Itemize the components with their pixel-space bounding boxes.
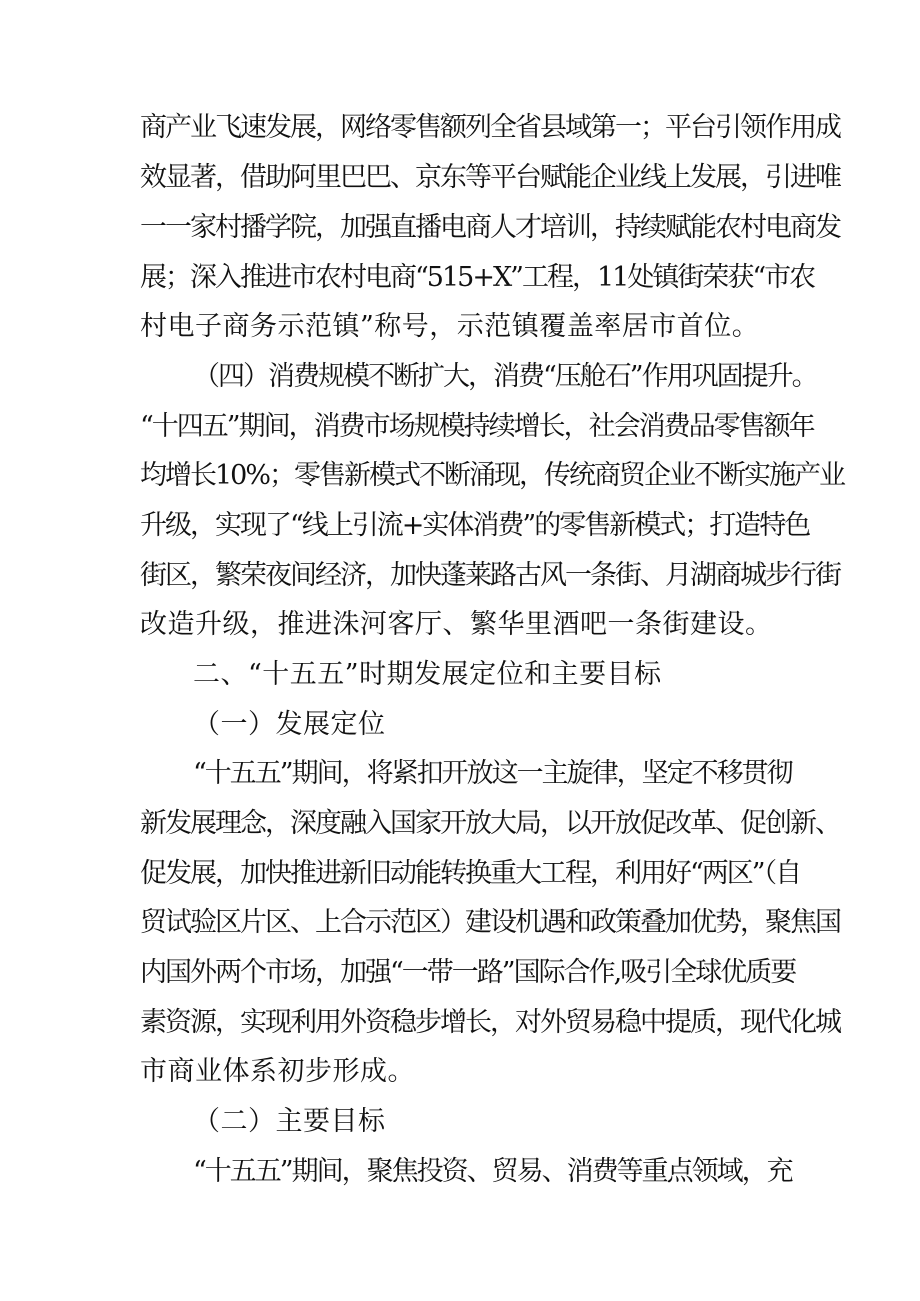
subheading-4: （四）消费规模不断扩大，消费“压舱石”作用巩固提升。 bbox=[193, 361, 817, 392]
subheading-1: （一）发展定位 bbox=[193, 709, 386, 740]
text-line: 内国外两个市场，加强“一带一路”国际合作,吸引全球优质要 bbox=[140, 957, 796, 988]
text-line: “十四五”期间，消费市场规模持续增长，社会消费品零售额年 bbox=[140, 411, 814, 442]
text-line: 一一家村播学院，加强直播电商人才培训，持续赋能农村电商发 bbox=[140, 212, 840, 243]
text-line: “十五五”期间，将紧扣开放这一主旋律，坚定不移贯彻 bbox=[193, 758, 792, 789]
text-line: 改造升级，推进洙河客厅、繁华里酒吧一条街建设。 bbox=[140, 609, 773, 640]
text-line: “十五五”期间，聚焦投资、贸易、消费等重点领域，充 bbox=[193, 1156, 792, 1187]
text-line: 均增长10%；零售新模式不断涌现，传统商贸企业不断实施产业 bbox=[140, 460, 845, 491]
text-line: 市商业体系初步形成。 bbox=[140, 1056, 415, 1087]
text-line: 展；深入推进市农村电商“515+X”工程，11处镇街荣获“市农 bbox=[140, 262, 815, 293]
text-line: 促发展，加快推进新旧动能转换重大工程，利用好“两区”（自 bbox=[140, 858, 801, 889]
text-line: 新发展理念，深度融入国家开放大局，以开放促改革、促创新、 bbox=[140, 808, 840, 839]
text-line: 商产业飞速发展，网络零售额列全省县域第一；平台引领作用成 bbox=[140, 112, 840, 143]
text-line: 贸试验区片区、上合示范区）建设机遇和政策叠加优势，聚焦国 bbox=[140, 907, 840, 938]
section-heading-2: 二、“十五五”时期发展定位和主要目标 bbox=[193, 659, 662, 690]
subheading-2: （二）主要目标 bbox=[193, 1106, 386, 1137]
text-line: 效显著，借助阿里巴巴、京东等平台赋能企业线上发展，引进唯 bbox=[140, 162, 840, 193]
text-line: 街区，繁荣夜间经济，加快蓬莱路古风一条街、月湖商城步行街 bbox=[140, 560, 840, 591]
text-line: 素资源，实现利用外资稳步增长，对外贸易稳中提质，现代化城 bbox=[140, 1007, 840, 1038]
text-line: 升级，实现了“线上引流+实体消费”的零售新模式；打造特色 bbox=[140, 510, 810, 541]
text-line: 村电子商务示范镇”称号，示范镇覆盖率居市首位。 bbox=[140, 311, 760, 342]
